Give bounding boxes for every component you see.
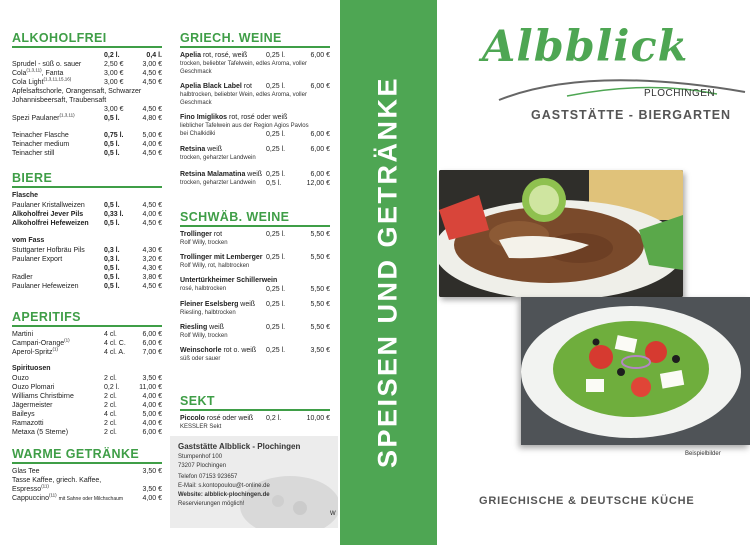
wine-item: Weinschorle rot o. weiß 0,25 l. 3,50 € süß oder sauer <box>180 347 330 362</box>
menu-row: Ramazotti 2 cl. 4,00 € <box>12 420 162 427</box>
contact-box <box>170 436 338 528</box>
photo-caption: Beispielbilder <box>685 451 721 457</box>
contact-phone: Telefon 07153 923657 <box>178 474 238 480</box>
wine-item: Fleiner Eselsberg weiß 0,25 l. 5,50 € Riesling, halbtrocken <box>180 301 330 316</box>
menu-row: Johannisbeersaft, Traubensaft <box>12 97 107 104</box>
wine-item: Untertürkheimer Schillerwein rosé, halbtrocken 0,25 l. 5,50 € <box>180 277 330 293</box>
menu-row: Teinacher still 0,5 l. 4,50 € <box>12 150 162 157</box>
menu-row: Williams Christbirne 2 cl. 4,00 € <box>12 393 162 400</box>
cover-panel <box>437 0 750 545</box>
menu-row: Radler 0,5 l. 3,80 € <box>12 274 162 281</box>
brand-tagline: GASTSTÄTTE - BIERGARTEN <box>531 108 732 122</box>
menu-row: Teinacher medium 0,5 l. 4,00 € <box>12 141 162 148</box>
contact-email[interactable]: E-Mail: s.kontopoulou@t-online.de <box>178 483 270 489</box>
menu-row: Paulaner Export 0,3 l. 3,20 € <box>12 256 162 263</box>
menu-row: Ouzo Plomari 0,2 l. 11,00 € <box>12 384 162 391</box>
cuisine-footer: GRIECHISCHE & DEUTSCHE KÜCHE <box>479 495 695 507</box>
section-title: BIERE <box>12 171 162 188</box>
spine-title: SPEISEN UND GETRÄNKE <box>372 75 403 469</box>
menu-row: Paulaner Hefeweizen 0,5 l. 4,50 € <box>12 283 162 290</box>
menu-row: Espresso$^{(11)}$ 3,50 € <box>12 483 162 493</box>
section-title: WARME GETRÄNKE <box>12 447 162 464</box>
quantity-header: 0,2 l. 0,4 l. <box>104 52 162 59</box>
wine-item: Trollinger mit Lemberger 0,25 l. 5,50 € Rolf Willy, rot, halbtrocken <box>180 254 330 269</box>
wine-item: Trollinger rot 0,25 l. 5,50 € Rolf Willy, trocken <box>180 231 330 246</box>
menu-row: Spezi Paulaner$^{(1,3,11)}$ 0,5 l. 4,80 € <box>12 112 162 122</box>
section-sekt <box>180 394 330 431</box>
page-marker: W <box>330 511 336 517</box>
salad-photo <box>521 297 750 445</box>
section-title: SCHWÄB. WEINE <box>180 210 330 227</box>
wine-item: Piccolo rosé oder weiß 0,2 l. 10,00 € <box>180 415 330 422</box>
section-title: GRIECH. WEINE <box>180 31 330 48</box>
section-alkoholfrei <box>12 31 162 158</box>
contact-website[interactable]: Website: albblick-plochingen.de <box>178 492 270 498</box>
menu-row: 3,00 € 4,50 € <box>104 106 162 113</box>
section-warme-getraenke <box>12 447 162 503</box>
menu-row: Apfelsaftschorle, Orangensaft, Schwarzer <box>12 88 142 95</box>
section-title: APERITIFS <box>12 310 162 327</box>
menu-row: Glas Tee 3,50 € <box>12 468 162 475</box>
menu-row: Martini 4 cl. 6,00 € <box>12 331 162 338</box>
wine-item: Fino Imiglikos rot, rosé oder weiß lieblicher Tafelwein aus der Region Agios Pavlos bei Chalkidiki 0,25 l. 6,00 € <box>180 114 330 138</box>
menu-row: Alkoholfrei Hefeweizen 0,5 l. 4,50 € <box>12 220 162 227</box>
section-title: SEKT <box>180 394 330 411</box>
section-schwaeb-weine <box>180 210 330 369</box>
wine-item: Retsina weiß 0,25 l. 6,00 € trocken, geharzter Landwein <box>180 146 330 161</box>
brand-location: PLOCHINGEN <box>644 88 716 99</box>
menu-row: Metaxa (5 Sterne) 2 cl. 6,00 € <box>12 429 162 436</box>
contact-city: 73207 Plochingen <box>178 463 227 469</box>
menu-row: Ouzo 2 cl. 3,50 € <box>12 375 162 382</box>
menu-panel-left <box>0 0 168 545</box>
section-title: ALKOHOLFREI <box>12 31 162 48</box>
menu-row: Alkoholfrei Jever Pils 0,33 l. 4,00 € <box>12 211 162 218</box>
menu-row: Sprudel - süß o. sauer 2,50 € 3,00 € <box>12 61 162 68</box>
wine-item: Apelia Black Label rot 0,25 l. 6,00 € halbtrocken, beliebter Wein, edles Aroma, voller Geschmack <box>180 83 330 106</box>
gyros-photo <box>439 170 683 297</box>
menu-row: Teinacher Flasche 0,75 l. 5,00 € <box>12 132 162 139</box>
contact-street: Stumpenhof 100 <box>178 454 223 460</box>
brand-logo: Albblick <box>482 22 689 72</box>
subheading: Flasche <box>12 192 39 199</box>
menu-row: 0,5 l. 4,30 € <box>104 265 162 272</box>
wine-item: Apelia rot, rosé, weiß 0,25 l. 6,00 € trocken, beliebter Tafelwein, edles Aroma, voller Geschmack <box>180 52 330 75</box>
section-aperitifs <box>12 310 162 437</box>
wine-item: Retsina Malamatina weiß 0,25 l. 6,00 € trocken, geharzter Landwein 0,5 l. 12,00 € <box>180 171 330 187</box>
section-griech-weine <box>180 31 330 194</box>
menu-row: Paulaner Kristallweizen 0,5 l. 4,50 € <box>12 202 162 209</box>
menu-row: Cola$^{(1,3,11)}$, Fanta 3,00 € 4,50 € <box>12 67 162 77</box>
menu-row: Cola Light$^{(1,3,11,15,16)}$ 3,00 € 4,50 € <box>12 76 162 86</box>
subheading: Spirituosen <box>12 365 51 372</box>
menu-row: Campari-Orange$^{(1)}$ 4 cl. C. 6,00 € <box>12 337 162 347</box>
contact-reservation: Reservierungen möglich! <box>178 501 245 507</box>
menu-row: Tasse Kaffee, griech. Kaffee, <box>12 477 102 484</box>
sekt-desc: KESSLER Sekt <box>180 424 222 430</box>
menu-row: Stuttgarter Hofbräu Pils 0,3 l. 4,30 € <box>12 247 162 254</box>
wine-item: Riesling weiß 0,25 l. 5,50 € Rolf Willy, trocken <box>180 324 330 339</box>
menu-row: Jägermeister 2 cl. 4,00 € <box>12 402 162 409</box>
menu-row: Cappuccino$^{(11)}$ mit Sahne oder Milchschaum 4,00 € <box>12 492 162 502</box>
subheading: vom Fass <box>12 237 45 244</box>
green-spine <box>340 0 437 545</box>
menu-row: Aperol-Spritz$^{(1)}$ 4 cl. A. 7,00 € <box>12 346 162 356</box>
contact-title: Gaststätte Albblick - Plochingen <box>178 442 301 451</box>
menu-row: Baileys 4 cl. 5,00 € <box>12 411 162 418</box>
section-biere <box>12 171 162 291</box>
